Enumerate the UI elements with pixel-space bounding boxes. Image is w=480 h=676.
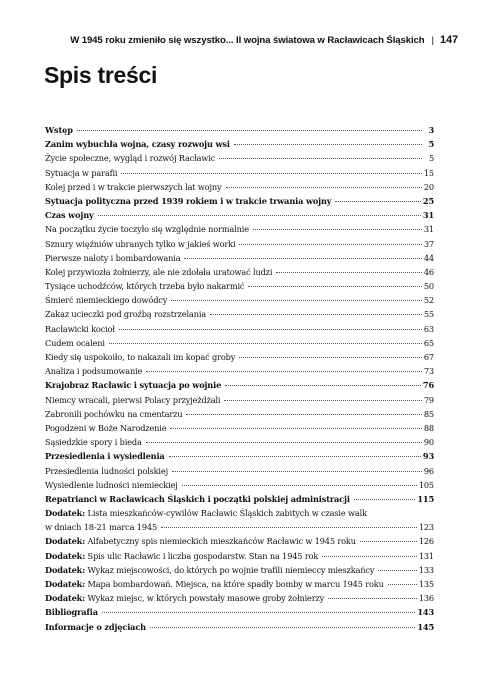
dot-leader (224, 400, 421, 401)
toc-entry (45, 208, 434, 222)
toc-entry (45, 265, 434, 279)
dot-leader (378, 570, 416, 571)
toc-entry-page: 65 (423, 337, 434, 348)
toc-entry-page: 5 (428, 139, 434, 150)
dot-leader (239, 244, 421, 245)
toc-entry-title-text: Sytuacja polityczna przed 1939 rokiem i w trakcie trwania wojny (45, 195, 332, 206)
dot-leader (119, 329, 422, 330)
toc-entry (45, 478, 434, 492)
toc-entry (45, 549, 434, 563)
toc-entry-title (45, 194, 331, 208)
toc-entry (45, 421, 434, 435)
toc-entry-title (45, 166, 117, 180)
toc-entry-title (45, 449, 165, 463)
toc-entry-title (45, 279, 244, 293)
toc-entry (45, 194, 434, 208)
toc-entry-title (45, 208, 94, 222)
toc-entry-title-text: Wysiedlenie ludności niemieckiej (45, 479, 178, 490)
toc-entry-title-text: Wstęp (45, 125, 73, 135)
toc-entry (45, 464, 434, 478)
toc-title: Spis treści (44, 62, 158, 88)
toc-entry-page: 133 (418, 564, 434, 575)
dot-leader (219, 158, 422, 159)
toc-entry-title (45, 336, 105, 350)
dot-leader (276, 272, 422, 273)
dot-leader (248, 286, 422, 287)
toc-entry (45, 577, 434, 591)
toc-entry (45, 279, 434, 293)
toc-entry-title-text: Wykaz miejscowości, do których po wojnie trafili niemieccy mieszkańcy (87, 564, 375, 575)
dot-leader (146, 371, 422, 372)
dot-leader (239, 357, 422, 358)
toc-entry-title (45, 350, 235, 364)
toc-entry-title (45, 293, 167, 307)
dot-leader (169, 456, 421, 457)
dot-leader (234, 144, 422, 145)
toc-entry-title-text: Mapa bombardowań. Miejsca, na które spadły bomby w marcu 1945 roku (87, 579, 384, 589)
toc-entry-title (45, 180, 222, 194)
toc-entry (45, 393, 434, 407)
toc-entry-title-text: Kolej przywiozła żołnierzy, ale nie zdołała uratować ludzi (45, 266, 273, 277)
toc-entry-label: Dodatek: (45, 536, 86, 547)
toc-entry-continuation (45, 520, 434, 534)
toc-entry-label: Dodatek: (45, 508, 86, 519)
toc-entry-title-text: Czas wojny (45, 210, 94, 221)
toc-entry-page: 135 (418, 579, 434, 589)
toc-entry-title (45, 378, 221, 392)
toc-entry-page: 15 (423, 167, 434, 178)
toc-entry-title (45, 237, 235, 251)
dot-leader (121, 173, 421, 174)
toc-entry-page: 76 (422, 380, 434, 391)
toc-entry-title-text: Zakaz ucieczki pod groźbą rozstrzelania (45, 309, 207, 320)
toc-entry (45, 492, 434, 506)
toc-entry-title-text: Na początku życie toczyło się względnie normalnie (45, 224, 249, 235)
toc-entry (45, 506, 434, 520)
toc-entry (45, 336, 434, 350)
toc-entry-title-text: Sytuacja w parafii (45, 167, 118, 178)
toc-entry-page: 55 (423, 309, 434, 320)
toc-entry-page: 143 (417, 607, 434, 618)
dot-leader (360, 541, 417, 542)
toc-entry (45, 222, 434, 236)
toc-entry-label: Dodatek: (45, 593, 86, 604)
dot-leader (210, 314, 422, 315)
toc-entry-title (45, 577, 384, 591)
toc-entry-title-text: w dniach 18-21 marca 1945 (45, 522, 158, 533)
toc-entry-page: 50 (423, 281, 434, 292)
dot-leader (146, 442, 422, 443)
toc-entry-page: 5 (428, 153, 434, 164)
toc-entry (45, 591, 434, 605)
dot-leader (354, 499, 416, 500)
dot-leader (98, 215, 421, 216)
toc-entry-title (45, 563, 374, 577)
toc-entry-title (45, 407, 182, 421)
toc-entry (45, 137, 434, 151)
toc-entry-title (45, 478, 178, 492)
toc-entry-page: 126 (418, 536, 434, 547)
toc-entry-page: 46 (423, 266, 434, 277)
toc-entry-title-text: Krajobraz Racławic i sytuacja po wojnie (45, 380, 222, 391)
running-title: W 1945 roku zmieniło się wszystko... II wojna światowa w Racławicach Śląskich (70, 35, 425, 46)
toc-entry-label: Dodatek: (45, 579, 86, 589)
toc-entry-title-text: Przesiedlenia ludności polskiej (45, 465, 168, 476)
toc-entry-title-text: Kiedy się uspokoiło, to nakazali im kopać groby (45, 352, 236, 362)
toc-entry-title-text: Informacje o zdjęciach (45, 621, 146, 632)
toc-entry-page: 105 (418, 479, 434, 490)
toc-entry-page: 20 (423, 181, 434, 192)
page-number: 147 (439, 34, 458, 46)
toc-entry-title-text: Tysiące uchodźców, których trzeba było nakarmić (45, 281, 245, 292)
toc-entry-page: 123 (418, 522, 434, 533)
toc-entry (45, 123, 434, 137)
toc-entry (45, 605, 434, 619)
toc-entry-page: 136 (418, 593, 434, 604)
toc-entry-title (45, 591, 324, 605)
toc-entry-page: 25 (422, 195, 434, 206)
toc-entry-title (45, 222, 249, 236)
toc-entry-title-text: Śmierć niemieckiego dowódcy (45, 295, 168, 306)
toc-entry (45, 251, 434, 265)
toc-entry-title-text: Sznury więźniów ubranych tylko w jakieś worki (45, 238, 236, 249)
toc-entry-title (45, 322, 115, 336)
toc-entry-title (45, 421, 166, 435)
toc-entry (45, 307, 434, 321)
dot-leader (225, 385, 421, 386)
toc-entry (45, 237, 434, 251)
toc-entry-title-text: Analiza i podsumowanie (45, 366, 143, 377)
toc-entry-title (45, 251, 180, 265)
toc-entry-title (45, 605, 98, 619)
toc-entry-label: Dodatek: (45, 550, 86, 561)
dot-leader (172, 471, 422, 472)
toc-entry-page: 90 (423, 437, 434, 448)
toc-entry-page: 73 (423, 366, 434, 377)
toc-entry (45, 151, 434, 165)
toc-entry-page: 67 (423, 352, 434, 362)
toc-entry-title (45, 151, 215, 165)
toc-entry-label: Dodatek: (45, 564, 86, 575)
toc-entry-title (45, 492, 350, 506)
toc-entry-title-text: Przesiedlenia i wysiedlenia (45, 451, 165, 462)
toc-entry-title (45, 265, 272, 279)
dot-leader (328, 598, 417, 599)
toc-entry-page: 145 (417, 621, 434, 632)
toc-entry (45, 407, 434, 421)
toc-entry-title (45, 393, 220, 407)
running-header (40, 34, 458, 46)
toc-entry (45, 534, 434, 548)
toc-entry-title-text: Kolej przed i w trakcie pierwszych lat wojny (45, 181, 222, 192)
toc-entry-title (45, 137, 230, 151)
toc-entry-page: 96 (423, 465, 434, 476)
dot-leader (186, 414, 421, 415)
toc-entry-page: 79 (423, 394, 434, 405)
dot-leader (184, 258, 421, 259)
toc-entry (45, 378, 434, 392)
toc-entry-title (45, 123, 73, 137)
toc-entry-title (45, 549, 318, 563)
table-of-contents (45, 123, 434, 634)
toc-entry (45, 620, 434, 634)
toc-entry-page: 37 (423, 238, 434, 249)
toc-entry (45, 322, 434, 336)
toc-entry-page: 31 (422, 210, 434, 221)
toc-entry-page: 44 (423, 252, 434, 263)
toc-entry-title (45, 534, 356, 548)
toc-entry (45, 166, 434, 180)
toc-entry (45, 435, 434, 449)
toc-entry-page: 131 (418, 550, 434, 561)
toc-entry (45, 364, 434, 378)
toc-entry-page: 63 (423, 323, 434, 334)
toc-entry (45, 563, 434, 577)
dot-leader (109, 343, 422, 344)
toc-entry-title-text: Racławicki kocioł (45, 323, 115, 334)
toc-entry-title (45, 364, 142, 378)
toc-entry-page: 31 (423, 224, 434, 235)
toc-entry-page: 3 (428, 125, 434, 135)
toc-entry-title-text: Sąsiedzkie spory i bieda (45, 437, 142, 448)
toc-entry-title-text: Zabronili pochówku na cmentarzu (45, 408, 183, 419)
toc-entry-title-text: Spis ulic Racławic i liczba gospodarstw. Stan na 1945 rok (87, 550, 319, 561)
toc-entry (45, 350, 434, 364)
toc-entry-page: 88 (423, 422, 434, 433)
dot-leader (77, 130, 422, 131)
dot-leader (150, 627, 415, 628)
toc-entry-title (45, 307, 206, 321)
toc-entry-title-text: Życie społeczne, wygląd i rozwój Racławic (45, 153, 216, 164)
toc-entry-page: 115 (417, 493, 434, 504)
dot-leader (170, 428, 421, 429)
toc-entry-title-text: Cudem ocaleni (45, 337, 105, 348)
dot-leader (102, 612, 415, 613)
toc-entry-title-text: Lista mieszkańców-cywilów Racławic Śląskich zabitych w czasie walk (87, 508, 367, 519)
toc-entry-title-text: Niemcy wracali, pierwsi Polacy przyjeżdżali (45, 394, 221, 405)
toc-entry (45, 180, 434, 194)
dot-leader (322, 556, 417, 557)
toc-entry-title-text: Bibliografia (45, 607, 98, 618)
toc-entry (45, 293, 434, 307)
toc-entry-page: 85 (423, 408, 434, 419)
toc-entry-page: 93 (422, 451, 434, 462)
toc-entry-title (45, 435, 142, 449)
toc-entry-page: 52 (423, 295, 434, 306)
toc-entry-title-text: Pogodzeni w Boże Narodzenie (45, 422, 167, 433)
toc-entry-title-text: Repatrianci w Racławicach Śląskich i początki polskiej administracji (45, 493, 350, 504)
header-separator: | (431, 35, 434, 46)
dot-leader (161, 527, 417, 528)
dot-leader (388, 584, 417, 585)
dot-leader (171, 300, 422, 301)
toc-entry (45, 449, 434, 463)
dot-leader (335, 201, 421, 202)
toc-entry-title (45, 464, 168, 478)
toc-entry-title-text: Alfabetyczny spis niemieckich mieszkańców Racławic w 1945 roku (87, 536, 356, 547)
toc-entry-title (45, 506, 367, 520)
dot-leader (226, 187, 422, 188)
toc-entry-title-text: Wykaz miejsc, w których powstały masowe groby żołnierzy (87, 593, 325, 604)
toc-entry-title-text: Zanim wybuchła wojna, czasy rozwoju wsi (45, 139, 230, 150)
dot-leader (182, 485, 417, 486)
dot-leader (253, 229, 422, 230)
toc-entry-title-text: Pierwsze naloty i bombardowania (45, 252, 181, 263)
toc-entry-title (45, 620, 146, 634)
